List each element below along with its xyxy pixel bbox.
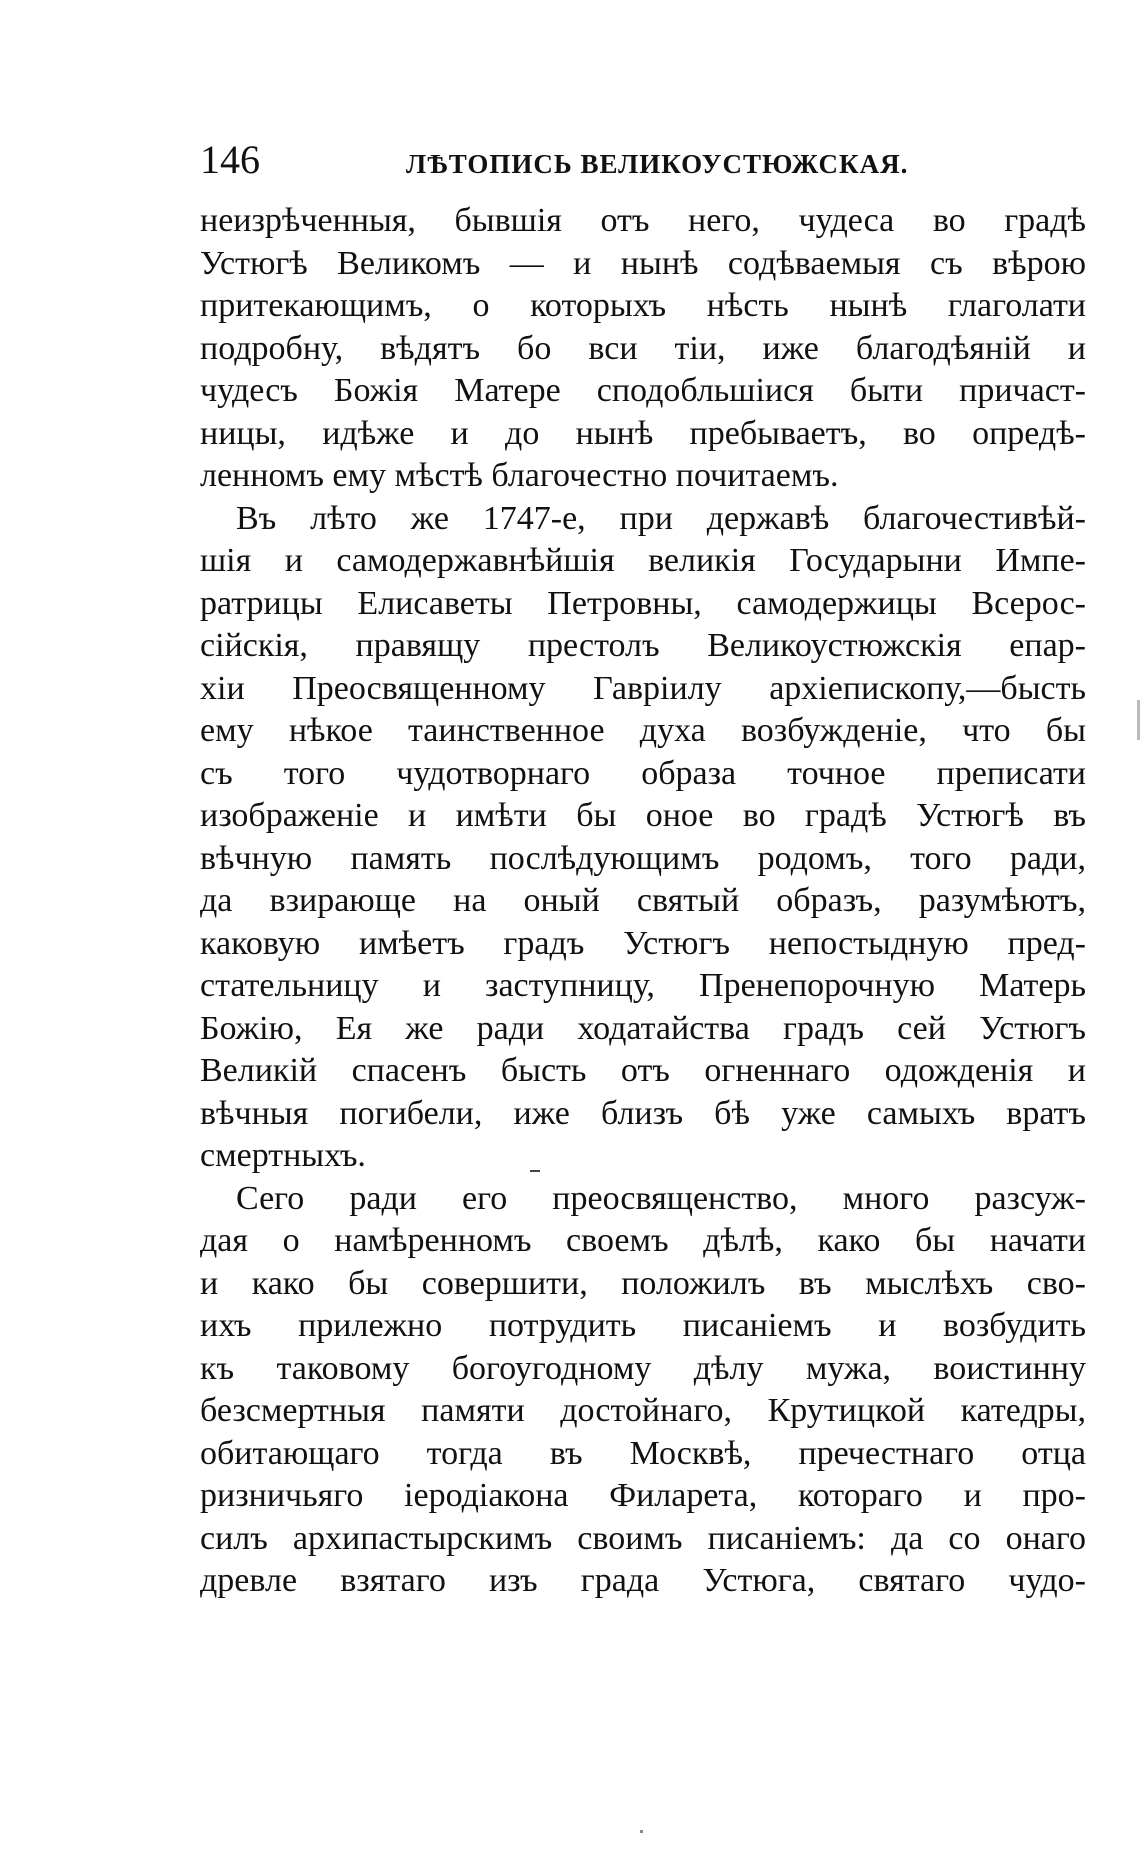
text-line: хіи Преосвященному Гавріилу архіепископу,—бысть [200, 669, 1086, 707]
text-line: Въ лѣто же 1747-е, при державѣ благочестивѣй- [236, 499, 1086, 537]
text-line: ризничьяго іеродіакона Филарета, котораго и про- [200, 1477, 1086, 1514]
text-line: безсмертныя памяти достойнаго, Крутицкой катедры, [200, 1392, 1086, 1429]
text-line: сійскія, правящу престолъ Великоустюжскія епар- [200, 627, 1086, 664]
text-line: къ таковому богоугодному дѣлу мужа, воистинну [200, 1349, 1086, 1387]
text-line: древле взятаго изъ града Устюга, святаго чудо- [200, 1562, 1086, 1599]
page-header [200, 130, 1086, 190]
text-line: ихъ прилежно потрудить писаніемъ и возбудить [200, 1307, 1086, 1344]
text-line: вѣчныя погибели, иже близъ бѣ уже самыхъ вратъ [200, 1094, 1086, 1132]
text-line: ленномъ ему мѣстѣ благочестно почитаемъ. [200, 457, 839, 494]
text-line: неизрѣченныя, бывшія отъ него, чудеса во градѣ [200, 202, 1086, 239]
text-line: подробну, вѣдятъ бо вси тіи, иже благодѣяній и [200, 329, 1086, 367]
text-line: чудесъ Божія Матере сподобльшіися быти причаст- [200, 372, 1086, 409]
text-line: Сего ради его преосвященство, много разсуж- [236, 1179, 1086, 1217]
text-line: шія и самодержавнѣйшія великія Государыни Импе- [200, 542, 1086, 579]
page-text [200, 200, 1086, 1603]
text-line: притекающимъ, о которыхъ нѣсть нынѣ глаголати [200, 287, 1086, 324]
text-line: каковую имѣетъ градъ Устюгъ непостыдную пред- [200, 924, 1086, 962]
text-line: ницы, идѣже и до нынѣ пребываетъ, во опредѣ- [200, 414, 1086, 452]
text-line: Божію, Ея же ради ходатайства градъ сей Устюгъ [200, 1009, 1086, 1047]
text-line: силъ архипастырскимъ своимъ писаніемъ: да со онаго [200, 1519, 1086, 1557]
scan-speck [530, 1170, 540, 1172]
running-title: ЛѢТОПИСЬ ВЕЛИКОУСТЮЖСКАЯ. [406, 149, 909, 179]
text-line: дая о намѣренномъ своемъ дѣлѣ, како бы начати [200, 1222, 1086, 1259]
text-line: да взирающе на оный святый образъ, разумѣютъ, [200, 882, 1086, 919]
text-line: Великій спасенъ бысть отъ огненнаго одожденія и [200, 1052, 1086, 1089]
text-line: Устюгѣ Великомъ — и нынѣ содѣваемыя съ вѣрою [200, 244, 1086, 282]
text-line: ему нѣкое таинственное духа возбужденіе, что бы [200, 712, 1086, 749]
text-line: стательницу и заступницу, Пренепорочную Матерь [200, 967, 1086, 1004]
text-line: изображеніе и имѣти бы оное во градѣ Устюгѣ въ [200, 797, 1086, 834]
text-line: ратрицы Елисаветы Петровны, самодержицы Всерос- [200, 584, 1086, 622]
text-line: съ того чудотворнаго образа точное преписати [200, 754, 1086, 792]
scan-speck [640, 1830, 643, 1833]
text-line: обитающаго тогда въ Москвѣ, пречестнаго отца [200, 1434, 1086, 1472]
text-line: вѣчную память послѣдующимъ родомъ, того ради, [200, 839, 1086, 877]
page-number: 146 [200, 137, 260, 182]
text-line: смертныхъ. [200, 1137, 366, 1174]
text-line: и како бы совершити, положилъ въ мыслѣхъ сво- [200, 1264, 1086, 1302]
